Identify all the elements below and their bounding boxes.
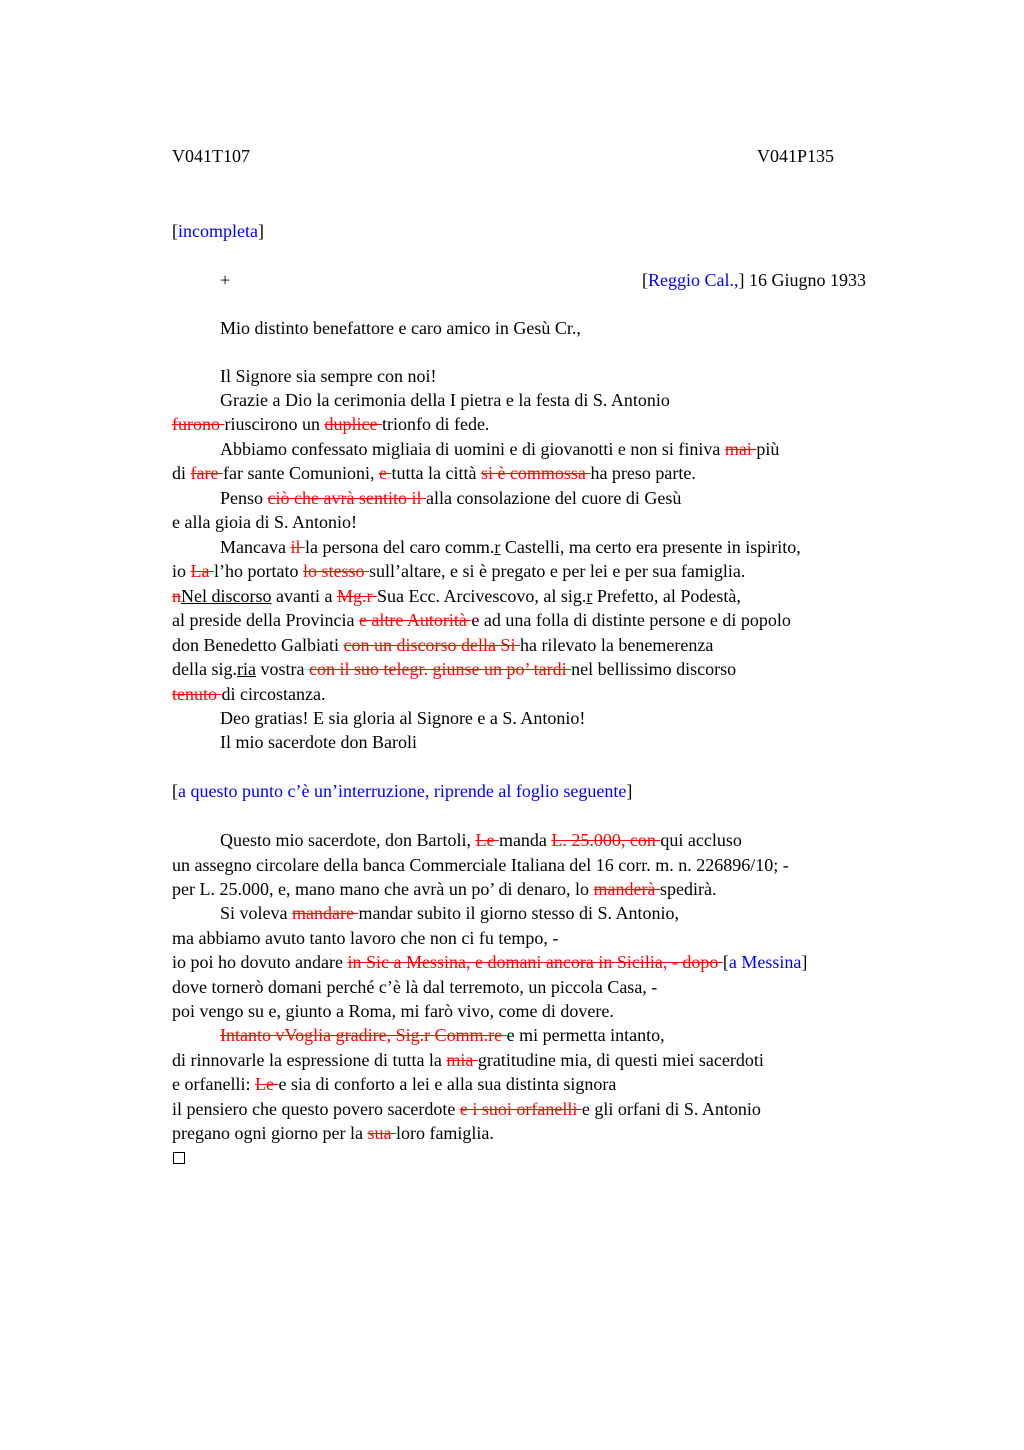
- text-line: [220, 364, 436, 388]
- text-line: [172, 412, 489, 436]
- text-line: [172, 608, 791, 632]
- deleted-text: La: [190, 561, 214, 581]
- text-segment: e alla gioia di S. Antonio!: [172, 512, 357, 532]
- text-segment: riuscirono un: [224, 414, 325, 434]
- deleted-text: L. 25.000, con: [551, 830, 661, 850]
- text-line: [172, 584, 741, 608]
- text-segment: trionfo di fede.: [381, 414, 490, 434]
- deleted-text: sua: [367, 1123, 396, 1143]
- deleted-text: Le: [475, 830, 499, 850]
- text-line: [172, 1072, 616, 1096]
- deleted-text: Mg.r: [336, 586, 377, 606]
- text-line: [172, 975, 657, 999]
- text-segment: io poi ho dovuto andare: [172, 952, 348, 972]
- deleted-text: furono: [172, 414, 225, 434]
- text-segment: di rinnovarle la espressione di tutta la: [172, 1050, 447, 1070]
- underlined-text: r: [586, 586, 593, 606]
- text-segment: alla consolazione del cuore di Gesù: [425, 488, 682, 508]
- text-line: [172, 461, 696, 485]
- text-segment: più: [756, 439, 780, 459]
- text-segment: Abbiamo confessato migliaia di uomini e di giovanotti e non si finiva: [220, 439, 725, 459]
- end-mark-box: [173, 1152, 185, 1164]
- text-line: [220, 388, 670, 412]
- text-segment: l’ho portato: [214, 561, 303, 581]
- text-segment: ]: [626, 781, 633, 801]
- text-line: [172, 682, 325, 706]
- text-segment: poi vengo su e, giunto a Roma, mi farò vivo, come di dovere.: [172, 1001, 614, 1021]
- text-segment: [: [172, 781, 178, 801]
- dateline-date: 16 Giugno 1933: [744, 270, 866, 290]
- deleted-text: Intanto vVoglia gradire, Sig.r Comm.re: [220, 1025, 507, 1045]
- text-line: [172, 999, 614, 1023]
- text-segment: manda: [498, 830, 552, 850]
- text-segment: e mi permetta intanto,: [506, 1025, 665, 1045]
- text-segment: gratitudine mia, di questi miei sacerdoti: [477, 1050, 764, 1070]
- text-segment: pregano ogni giorno per la: [172, 1123, 368, 1143]
- editorial-note-text: a questo punto c’è un’interruzione, riprende al foglio seguente: [178, 781, 627, 801]
- text-segment: e gli orfani di S. Antonio: [581, 1099, 761, 1119]
- editorial-note-text: incompleta: [178, 221, 258, 241]
- text-segment: [: [722, 952, 729, 972]
- text-segment: e ad una folla di distinte persone e di popolo: [471, 610, 791, 630]
- deleted-text: duplice: [324, 414, 382, 434]
- text-segment: Questo mio sacerdote, don Bartoli,: [220, 830, 476, 850]
- deleted-text: mai: [724, 439, 757, 459]
- deleted-text: n: [172, 586, 181, 606]
- deleted-text: e altre Autorità: [358, 610, 472, 630]
- text-segment: della sig.: [172, 659, 237, 679]
- text-segment: e sia di conforto a lei e alla sua distinta signora: [278, 1074, 617, 1094]
- text-line: [172, 559, 745, 583]
- text-segment: Il Signore sia sempre con noi!: [220, 366, 437, 386]
- text-segment: la persona del caro comm.: [304, 537, 495, 557]
- deleted-text: mandare: [292, 903, 359, 923]
- document-code-left: V041T107: [172, 146, 250, 166]
- text-segment: di circostanza.: [221, 684, 326, 704]
- text-segment: far sante Comunioni,: [222, 463, 379, 483]
- deleted-text: ciò che avrà sentito il: [267, 488, 426, 508]
- text-segment: Castelli, ma certo era presente in ispirito,: [500, 537, 801, 557]
- deleted-text: si è commossa: [480, 463, 591, 483]
- text-segment: spedirà.: [660, 879, 717, 899]
- text-segment: ]: [801, 952, 808, 972]
- text-segment: per L. 25.000, e, mano mano che avrà un po’ di denaro, lo: [172, 879, 594, 899]
- text-line: [220, 437, 779, 461]
- deleted-text: il: [290, 537, 305, 557]
- deleted-text: con un discorso della Si: [343, 635, 520, 655]
- text-segment: ma abbiamo avuto tanto lavoro che non ci fu tempo, -: [172, 928, 559, 948]
- text-segment: Il mio sacerdote don Baroli: [220, 732, 417, 752]
- deleted-text: e: [378, 463, 392, 483]
- text-line: [172, 657, 736, 681]
- text-segment: Sua Ecc. Arcivescovo, al sig.: [376, 586, 587, 606]
- text-line: [220, 1023, 665, 1047]
- text-line: [172, 926, 558, 950]
- text-line: [172, 779, 632, 803]
- text-line: [172, 510, 357, 534]
- deleted-text: Le: [254, 1074, 279, 1094]
- deleted-text: lo stesso: [302, 561, 369, 581]
- text-line: [172, 1048, 764, 1072]
- editorial-note-text: a Messina: [728, 952, 802, 972]
- deleted-text: e i suoi orfanelli: [459, 1099, 582, 1119]
- text-segment: ha preso parte.: [590, 463, 696, 483]
- text-line: [172, 633, 713, 657]
- text-segment: Prefetto, al Podestà,: [592, 586, 741, 606]
- text-segment: sull’altare, e si è pregato e per lei e per sua famiglia.: [369, 561, 746, 581]
- text-segment: ha rilevato la benemerenza: [519, 635, 714, 655]
- text-segment: vostra: [255, 659, 309, 679]
- text-segment: Si voleva: [220, 903, 292, 923]
- document-code-right: V041P135: [757, 146, 835, 166]
- text-line: [220, 706, 585, 730]
- text-segment: Deo gratias! E sia gloria al Signore e a S. Antonio!: [220, 708, 586, 728]
- text-line: [172, 877, 717, 901]
- text-segment: dove tornerò domani perché c’è là dal terremoto, un piccola Casa, -: [172, 977, 658, 997]
- deleted-text: in Sic a Messina, e domani ancora in Sicilia, - dopo: [347, 952, 723, 972]
- dateline-place: Reggio Cal.,: [648, 270, 739, 290]
- text-segment: e orfanelli:: [172, 1074, 255, 1094]
- deleted-text: mia: [446, 1050, 478, 1070]
- text-segment: Penso: [220, 488, 268, 508]
- text-line: [220, 828, 742, 852]
- deleted-text: con il suo telegr. giunse un po’ tardi: [308, 659, 572, 679]
- text-segment: loro famiglia.: [395, 1123, 494, 1143]
- text-line: [172, 853, 789, 877]
- text-segment: io: [172, 561, 191, 581]
- text-line: [220, 486, 681, 510]
- salutation: Mio distinto benefattore e caro amico in Gesù Cr.,: [220, 318, 581, 338]
- deleted-text: tenuto: [172, 684, 222, 704]
- text-line: [220, 730, 417, 754]
- text-segment: un assegno circolare della banca Commerciale Italiana del 16 corr. m. n. 226896/10; -: [172, 855, 789, 875]
- underlined-text: Nel discorso: [181, 586, 272, 606]
- text-segment: qui accluso: [660, 830, 742, 850]
- text-segment: nel bellissimo discorso: [571, 659, 737, 679]
- text-line: [172, 1097, 761, 1121]
- text-segment: avanti a: [271, 586, 337, 606]
- underlined-text: ria: [237, 659, 256, 679]
- text-segment: don Benedetto Galbiati: [172, 635, 344, 655]
- deleted-text: manderà: [593, 879, 661, 899]
- dateline: [Reggio Cal.,] 16 Giugno 1933: [642, 270, 866, 290]
- text-segment: il pensiero che questo povero sacerdote: [172, 1099, 460, 1119]
- text-line: [172, 950, 807, 974]
- cross-symbol: +: [220, 270, 231, 290]
- text-segment: al preside della Provincia: [172, 610, 359, 630]
- text-segment: di: [172, 463, 191, 483]
- text-segment: mandar subito il giorno stesso di S. Antonio,: [358, 903, 679, 923]
- text-line: [220, 535, 801, 559]
- text-line: [220, 901, 679, 925]
- text-line: [172, 1121, 494, 1145]
- text-segment: Mancava: [220, 537, 291, 557]
- text-segment: tutta la città: [391, 463, 481, 483]
- editorial-note-incomplete: [incompleta]: [172, 221, 264, 241]
- underlined-text: r: [494, 537, 501, 557]
- deleted-text: fare: [190, 463, 223, 483]
- text-segment: Grazie a Dio la cerimonia della I pietra e la festa di S. Antonio: [220, 390, 670, 410]
